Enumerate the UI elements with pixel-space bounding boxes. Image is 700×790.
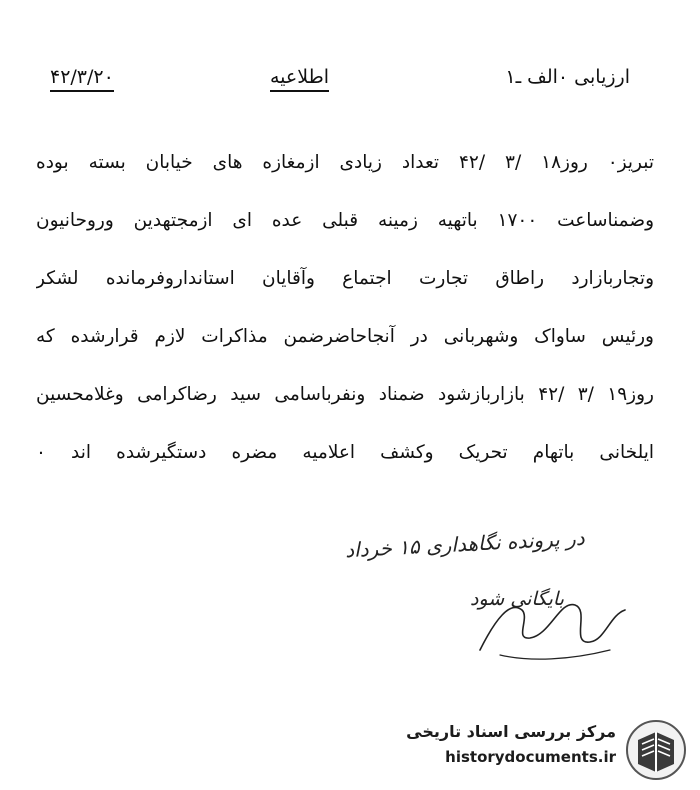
body-line: وضمناساعت ۱۷۰۰ باتهیه زمینه قبلی عده ای ازمجتهدین وروحانیون bbox=[36, 210, 654, 231]
body-line: وتجاربازارد راطاق تجارت اجتماع وآقایان استانداروفرمانده لشکر bbox=[36, 268, 654, 289]
body-line: ایلخانی باتهام تحریک وکشف اعلامیه مضره دستگیرشده اند ۰ bbox=[36, 442, 654, 463]
body-line: روز۱۹ /۳ /۴۲ بازاربازشود ضمناد ونفرباسامی سید رضاکرامی وغلامحسین bbox=[36, 384, 654, 405]
handwritten-archive-note: بایگانی شود bbox=[470, 588, 565, 610]
body-line: ورئیس ساواک وشهربانی در آنجاحاضرضمن مذاکرات لازم قرارشده که bbox=[36, 326, 654, 347]
archive-watermark bbox=[406, 716, 692, 782]
body-line: تبریز۰ روز۱۸ /۳ /۴۲ تعداد زیادی ازمغازه های خیابان بسته بوده bbox=[36, 152, 654, 173]
handwritten-signature bbox=[440, 580, 640, 670]
report-body bbox=[36, 146, 654, 494]
document-header bbox=[40, 66, 630, 106]
archive-logo-icon bbox=[624, 718, 688, 782]
document-date: ۴۲/۳/۲۰ bbox=[50, 66, 114, 92]
handwritten-filing-note: در پرونده نگاهداری ۱۵ خرداد bbox=[344, 525, 586, 563]
classification-code: ارزیابی ۰الف ـ۱ bbox=[505, 66, 630, 88]
watermark-url: historydocuments.ir bbox=[445, 748, 616, 766]
document-title: اطلاعیه bbox=[270, 66, 329, 92]
watermark-title: مرکز بررسی اسناد تاریخی bbox=[406, 722, 616, 741]
